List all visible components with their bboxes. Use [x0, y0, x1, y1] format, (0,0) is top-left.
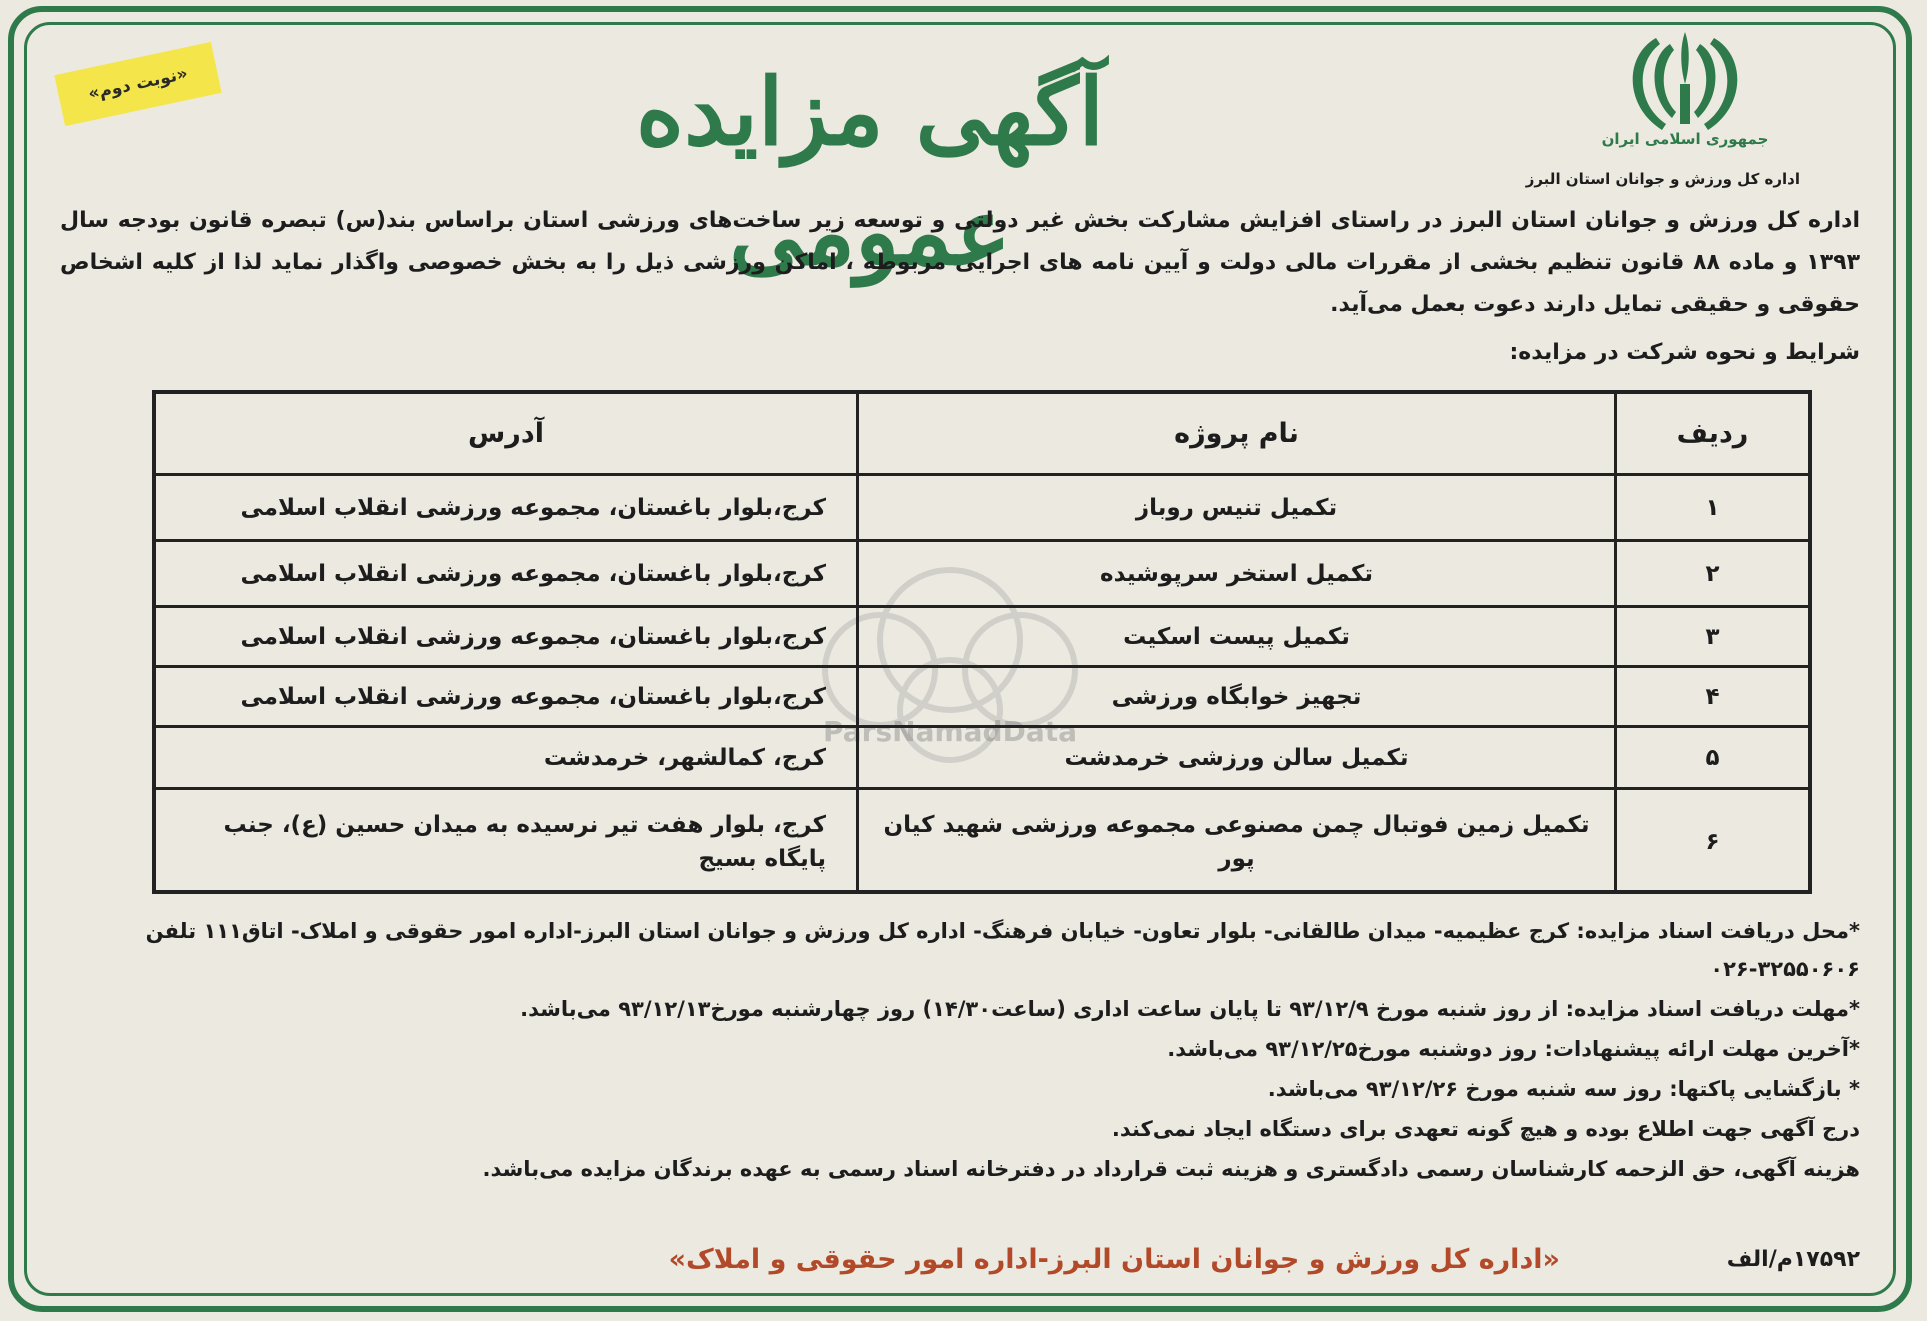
country-label: جمهوری اسلامی ایران [1601, 130, 1769, 148]
footer-organization: «اداره کل ورزش و جوانان استان البرز-اداره امور حقوقی و املاک» [668, 1244, 1560, 1275]
row-address: کرج،بلوار باغستان، مجموعه ورزشی انقلاب اسلامی [240, 494, 826, 521]
page-title: آگهی مزایده عمومی [635, 58, 1105, 286]
row-address: کرج، بلوار هفت تیر نرسیده به میدان حسین (ع)، جنب پایگاه بسیج [223, 812, 826, 872]
note-item: *آخرین مهلت ارائه پیشنهادات: روز دوشنبه مورخ۹۳/۱۲/۲۵ می‌باشد. [1167, 1037, 1860, 1061]
watermark-text: ParsNamadData [823, 715, 1077, 748]
note-item: *مهلت دریافت اسناد مزایده: از روز شنبه مورخ ۹۳/۱۲/۹ تا پایان ساعت اداری (ساعت۱۴/۳۰) روز چهارشنبه مورخ۹۳/۱۲/۱۳ می‌باشد. [520, 997, 1860, 1021]
table-header-row [156, 394, 1808, 476]
row-address: کرج، کمالشهر، خرمدشت [543, 744, 826, 771]
note-item: * بازگشایی پاکتها: روز سه شنبه مورخ ۹۳/۱۲/۲۶ می‌باشد. [1267, 1077, 1860, 1101]
row-name: تکمیل پیست اسکیت [856, 608, 1614, 665]
intro-paragraph: اداره کل ورزش و جوانان استان البرز در راستای افزایش مشارکت بخش غیر دولتی و توسعه زیر ساخت‌های ورزشی استان براساس بند(س) تبصره قانون بودجه سال ۱۳۹۳ و ماده ۸۸ قانون تنظیم بخشی از مقررات مالی دولت و آیین نامه های اجرایی مربوطه ، اماکن ورزشی ذیل را به بخش خصوصی واگذار نماید لذا از کلیه اشخاص حقوقی و حقیقی تمایل دارند دعوت بعمل می‌آید. [60, 208, 1861, 317]
header-name: نام پروژه [856, 394, 1614, 473]
conditions-heading: شرایط و نحوه شرکت در مزایده: [1509, 340, 1860, 365]
row-name: تکمیل تنیس روباز [856, 476, 1614, 539]
reference-number: ۱۷۵۹۲م/الف [1726, 1247, 1860, 1272]
round-badge-text: «نوبت دوم» [86, 63, 190, 105]
emblem-icon [1610, 26, 1760, 138]
row-name: تکمیل زمین فوتبال چمن مصنوعی مجموعه ورزشی شهید کیان پور [856, 790, 1614, 894]
row-address: کرج،بلوار باغستان، مجموعه ورزشی انقلاب اسلامی [240, 560, 826, 587]
row-address: کرج،بلوار باغستان، مجموعه ورزشی انقلاب اسلامی [240, 623, 826, 650]
note-item: *محل دریافت اسناد مزایده: کرج عظیمیه- میدان طالقانی- بلوار تعاون- خیابان فرهنگ- اداره کل ورزش و جوانان استان البرز-اداره امور حقوقی و املاک- اتاق۱۱۱ تلفن ۳۲۵۵۰۶۰۶-۰۲۶ [145, 919, 1860, 981]
row-name: تکمیل سالن ورزشی خرمدشت [856, 728, 1614, 787]
table-row [156, 668, 1808, 728]
row-name: تکمیل استخر سرپوشیده [856, 542, 1614, 605]
row-index: ۳ [1614, 608, 1808, 665]
table-row [156, 608, 1808, 668]
row-index: ۱ [1614, 476, 1808, 539]
table-row [156, 476, 1808, 542]
row-index: ۶ [1614, 790, 1808, 894]
notes-section [60, 912, 1860, 1190]
projects-table [152, 390, 1812, 894]
row-index: ۵ [1614, 728, 1808, 787]
note-item: درج آگهی جهت اطلاع بوده و هیچ گونه تعهدی برای دستگاه ایجاد نمی‌کند. [1111, 1117, 1860, 1141]
table-row [156, 790, 1808, 894]
header-address: آدرس [468, 417, 544, 449]
table-row [156, 728, 1808, 790]
row-address: کرج،بلوار باغستان، مجموعه ورزشی انقلاب اسلامی [240, 683, 826, 710]
row-index: ۲ [1614, 542, 1808, 605]
row-name: تجهیز خوابگاه ورزشی [856, 668, 1614, 725]
table-row [156, 542, 1808, 608]
organization-label: اداره کل ورزش و جوانان استان البرز [1525, 170, 1800, 188]
header-index: ردیف [1614, 394, 1808, 473]
row-index: ۴ [1614, 668, 1808, 725]
note-item: هزینه آگهی، حق الزحمه کارشناسان رسمی دادگستری و هزینه ثبت قرارداد در دفترخانه اسناد رسمی به عهده برندگان مزایده می‌باشد. [482, 1157, 1860, 1181]
